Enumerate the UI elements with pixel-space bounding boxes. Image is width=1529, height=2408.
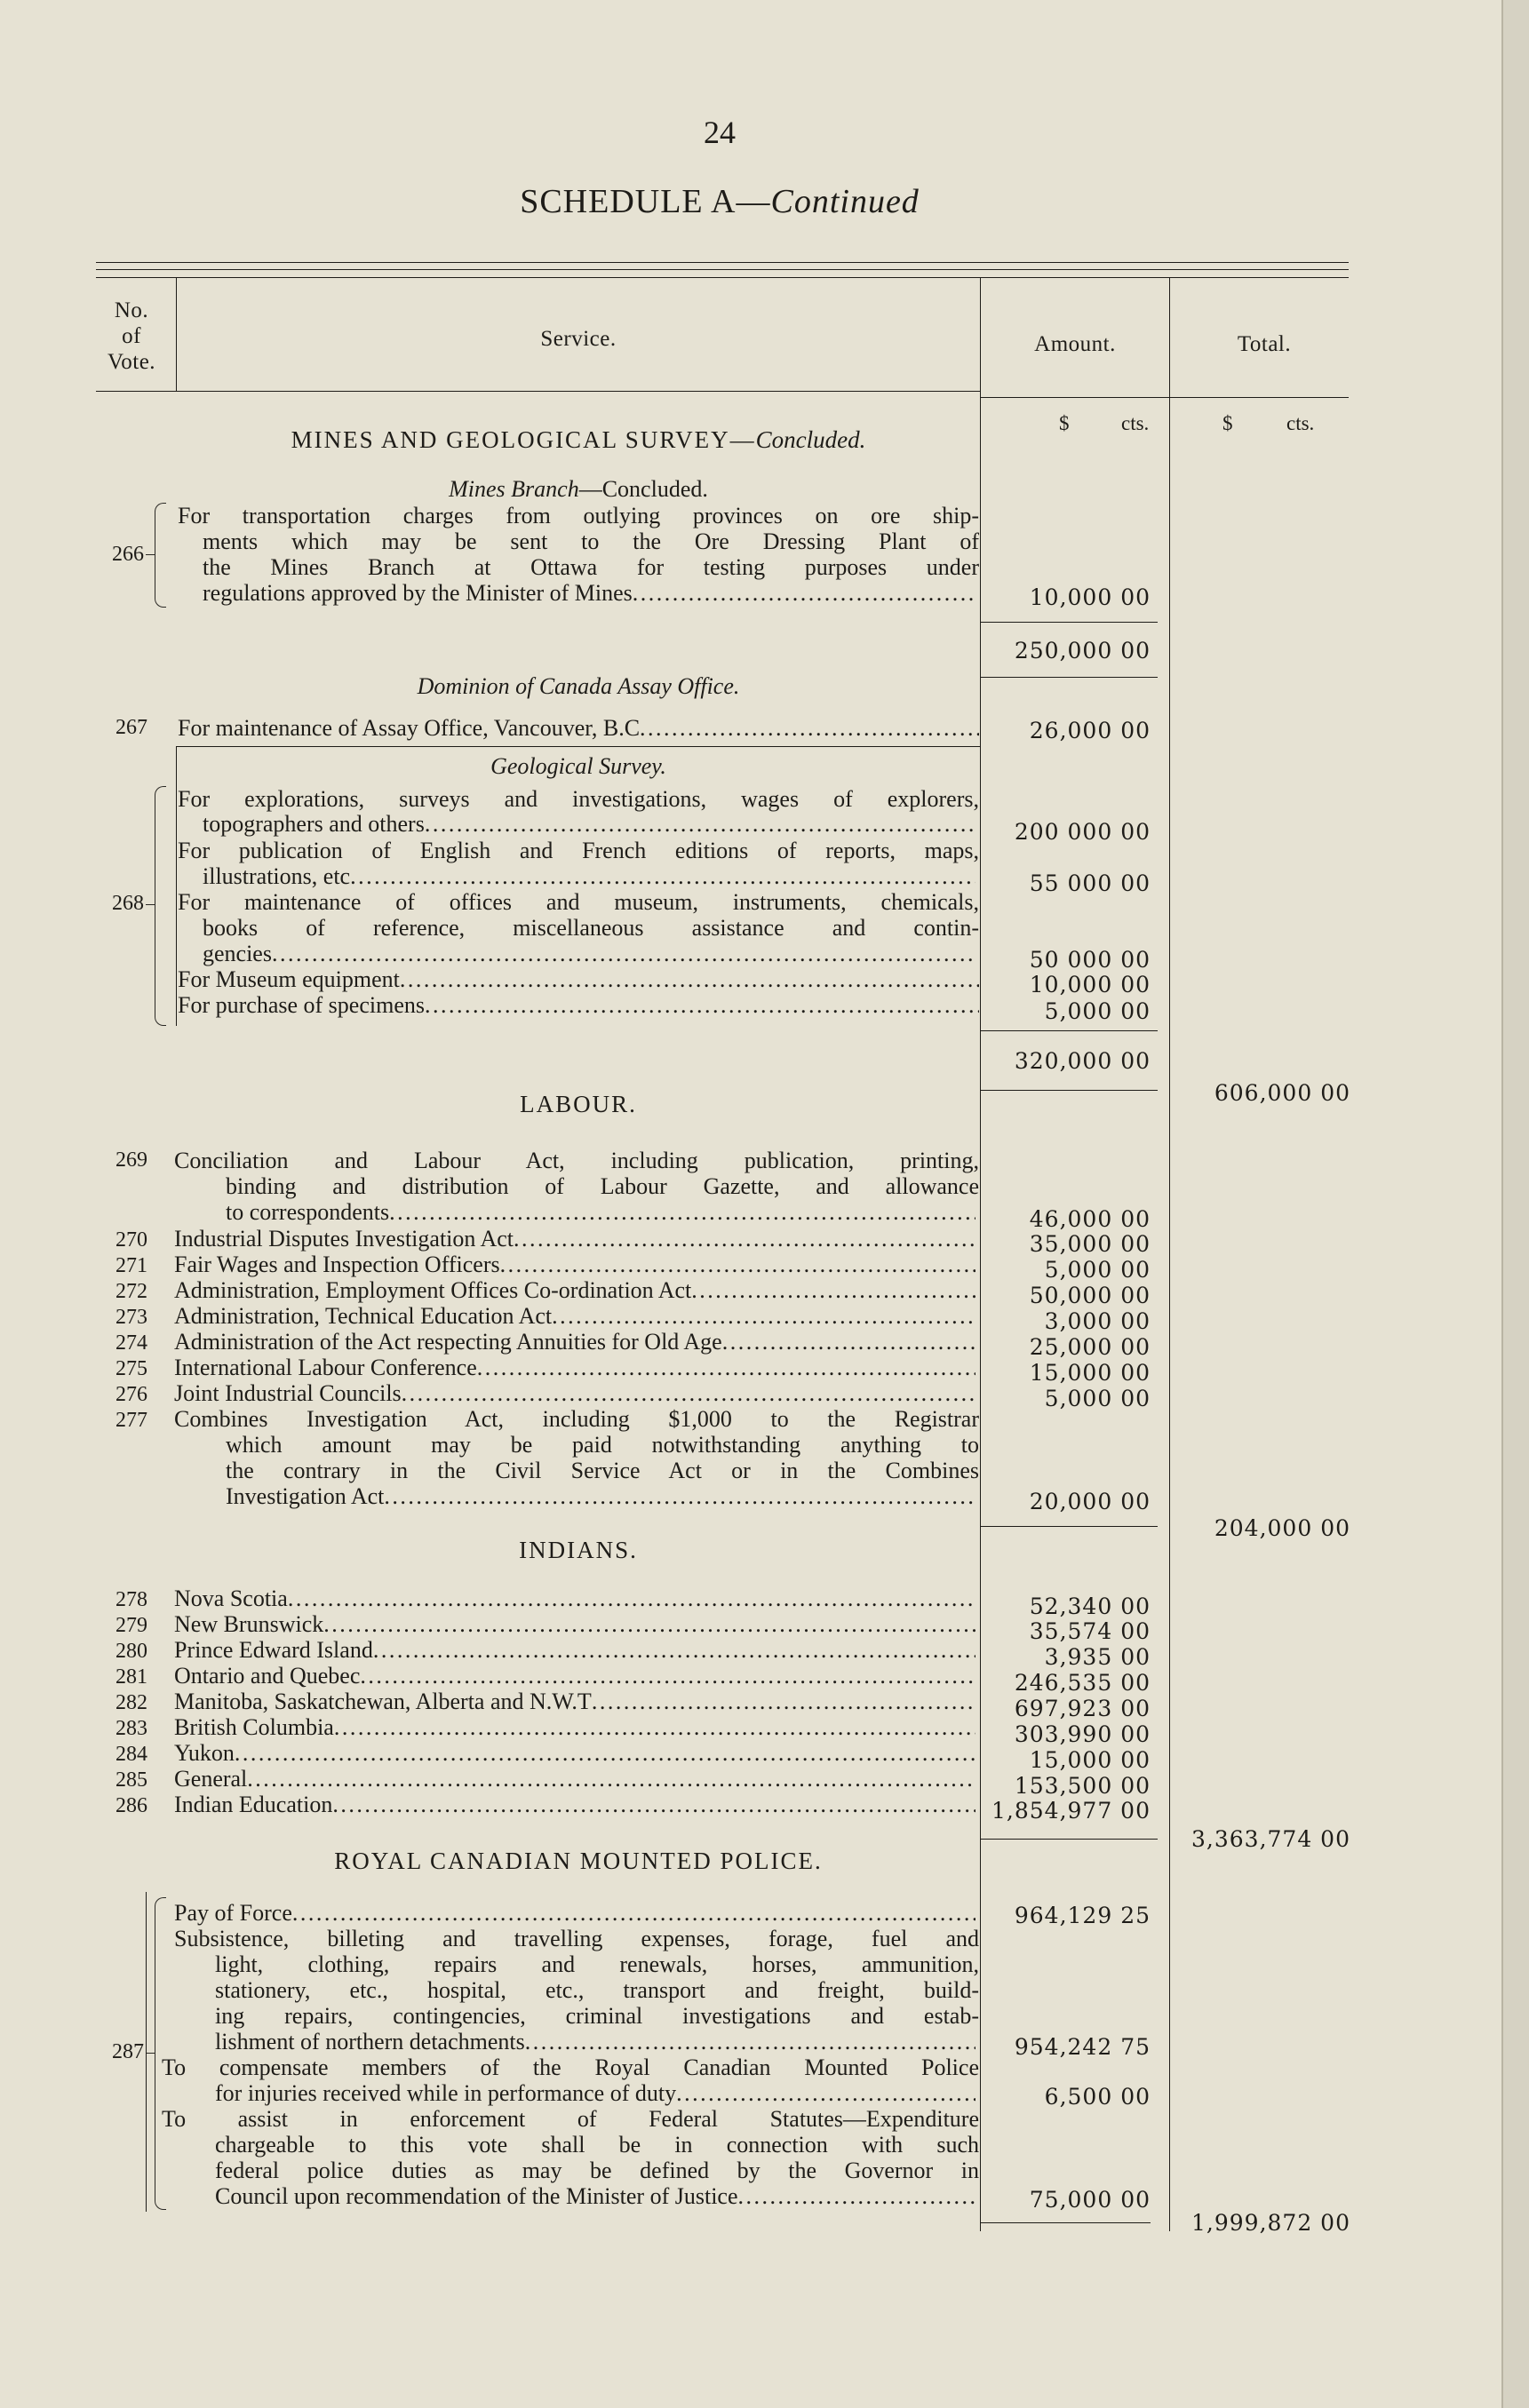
amount-cell: 5,000 00	[1044, 1257, 1151, 1283]
amount-cell: 25,000 00	[1029, 1334, 1151, 1360]
page-edge	[1501, 0, 1529, 2408]
dot-leader	[373, 1637, 976, 1663]
vote-number: 274	[115, 1331, 147, 1355]
title-main: SCHEDULE A—	[520, 183, 771, 220]
section-title-indians: INDIANS.	[519, 1537, 638, 1563]
dot-leader	[633, 580, 976, 606]
dot-leader	[425, 811, 976, 837]
top-rule-2	[96, 269, 1349, 270]
section-title-italic: Concluded.	[755, 426, 866, 453]
dot-leader	[514, 1226, 976, 1252]
vote-number: 271	[115, 1254, 147, 1277]
item-line-dotted	[226, 1199, 976, 1225]
dot-leader	[332, 1792, 976, 1817]
page-number: 24	[704, 115, 736, 150]
item-line-text: General	[174, 1766, 248, 1792]
subtotal-cell: 320,000 00	[1014, 1048, 1151, 1074]
section-title-mines	[178, 426, 979, 454]
item-line: For maintenance of offices and museum, instruments, chemicals,	[178, 889, 979, 915]
dot-leader	[738, 2183, 976, 2209]
amount-cell: 5,000 00	[1044, 998, 1151, 1024]
vote-number: 280	[115, 1640, 147, 1663]
vote-number: 270	[115, 1228, 147, 1252]
amount-cell: 15,000 00	[1029, 1360, 1151, 1386]
amount-cell: 55 000 00	[1029, 870, 1151, 896]
amount-cell: 153,500 00	[1014, 1773, 1151, 1799]
vote-number: 284	[115, 1743, 147, 1766]
amount-cell: 6,500 00	[1044, 2084, 1151, 2110]
dot-leader	[477, 1355, 976, 1380]
item-line-dotted	[178, 715, 979, 741]
item-line: which amount may be paid notwithstanding anything to	[226, 1432, 979, 1458]
dot-leader	[350, 863, 976, 889]
item-line-dotted	[174, 1792, 976, 1817]
dot-leader	[592, 1689, 976, 1714]
subtotal-rule	[980, 2222, 1151, 2223]
amount-cell: 200 000 00	[1014, 819, 1151, 845]
total-cell: 3,363,774 00	[1191, 1826, 1350, 1852]
item-line: For publication of English and French editions of reports, maps,	[178, 838, 979, 863]
total-cell: 606,000 00	[1214, 1080, 1350, 1106]
vote-number: 285	[115, 1768, 147, 1792]
item-line: books of reference, miscellaneous assistance and contin-	[203, 915, 979, 941]
header-rule-right	[980, 397, 1349, 398]
dot-leader	[691, 1277, 976, 1303]
vote-number: 278	[115, 1588, 147, 1611]
subtotal-rule	[980, 1030, 1158, 1031]
vote-number: 276	[115, 1383, 147, 1406]
vote-column-rule	[176, 746, 177, 1026]
header-vote-no	[89, 297, 174, 377]
item-line-text: British Columbia	[174, 1714, 334, 1740]
header-rule-left	[96, 391, 981, 392]
header-vote: Vote.	[107, 350, 156, 374]
item-line-text: International Labour Conference	[174, 1355, 477, 1380]
total-cents-label: cts.	[1286, 412, 1315, 434]
item-line-text: Administration, Technical Education Act	[174, 1303, 553, 1329]
header-amount: Amount.	[1034, 332, 1116, 356]
header-total: Total.	[1237, 332, 1292, 356]
item-line-text: Administration, Employment Offices Co-ordination Act	[174, 1277, 692, 1303]
item-line-text: Administration of the Act respecting Annuities for Old Age	[174, 1329, 722, 1355]
item-line: Subsistence, billeting and travelling expenses, forage, fuel and	[174, 1926, 979, 1951]
subtotal-rule	[980, 622, 1158, 623]
subtotal-rule	[980, 1526, 1158, 1527]
vote-number: 266	[112, 543, 144, 566]
amount-cell: 3,935 00	[1044, 1644, 1151, 1670]
subsection-geological: Geological Survey.	[490, 753, 666, 779]
subtotal-rule	[980, 677, 1158, 678]
dot-leader	[402, 1380, 976, 1406]
item-line-dotted	[174, 1303, 976, 1329]
amount-cell: 964,129 25	[1014, 1903, 1151, 1928]
item-line-dotted	[178, 966, 979, 992]
item-line-dotted	[178, 992, 979, 1018]
total-dollar-sign: $	[1222, 412, 1233, 434]
top-rule-1	[96, 262, 1349, 263]
dot-leader	[292, 1900, 976, 1926]
item-line: federal police duties as may be defined by the Governor in	[215, 2158, 979, 2183]
item-line-text: illustrations, etc	[203, 863, 351, 889]
top-rule-3	[96, 277, 1349, 278]
amount-cell: 20,000 00	[1029, 1489, 1151, 1514]
dot-leader	[500, 1252, 976, 1277]
item-line-dotted	[174, 1585, 976, 1611]
dot-leader	[334, 1714, 976, 1740]
item-line-dotted	[174, 1900, 976, 1926]
rcmp-inner-rule	[146, 1892, 147, 2212]
dot-leader	[272, 941, 976, 966]
item-line-text: Nova Scotia	[174, 1585, 288, 1611]
section-title-labour: LABOUR.	[520, 1091, 637, 1117]
section-title-rcmp: ROYAL CANADIAN MOUNTED POLICE.	[334, 1848, 823, 1874]
item-line-dotted	[174, 1226, 976, 1252]
item-line-dotted	[203, 941, 976, 966]
item-line-dotted	[174, 1637, 976, 1663]
item-line: ments which may be sent to the Ore Dressing Plant of	[203, 528, 979, 554]
vote-number: 268	[112, 892, 144, 915]
amount-cell: 10,000 00	[1029, 972, 1151, 997]
dot-leader	[384, 1483, 976, 1509]
subtotal-rule	[980, 1090, 1158, 1091]
item-line-text: Manitoba, Saskatchewan, Alberta and N.W.T	[174, 1689, 592, 1714]
item-line-dotted	[174, 1252, 976, 1277]
amount-cell: 35,000 00	[1029, 1231, 1151, 1257]
item-line-dotted	[174, 1766, 976, 1792]
item-line: For explorations, surveys and investigations, wages of explorers,	[178, 786, 979, 812]
column-rule-amount	[1169, 277, 1170, 2231]
item-line: To compensate members of the Royal Canadian Mounted Police	[162, 2054, 979, 2080]
vote-number: 267	[115, 716, 147, 739]
item-line-text: For Museum equipment	[178, 966, 400, 992]
amount-cell: 50,000 00	[1029, 1283, 1151, 1308]
subsection-title: Mines Branch	[449, 476, 579, 502]
item-line-text: Joint Industrial Councils	[174, 1380, 402, 1406]
item-line-dotted	[174, 1714, 976, 1740]
item-line-dotted	[226, 1483, 976, 1509]
item-line-dotted	[174, 1740, 976, 1766]
item-line-text: Yukon	[174, 1740, 235, 1766]
vote-rule	[176, 746, 981, 747]
header-service: Service.	[540, 327, 617, 351]
item-line-text: Industrial Disputes Investigation Act	[174, 1226, 514, 1252]
subtotal-rule	[980, 1839, 1158, 1840]
item-line-text: New Brunswick	[174, 1611, 324, 1637]
item-line-text: lishment of northern detachments	[215, 2029, 525, 2054]
item-line-text: gencies	[203, 941, 272, 966]
item-line-text: For purchase of specimens	[178, 992, 425, 1018]
column-rule-service	[980, 277, 981, 2231]
subtotal-cell: 250,000 00	[1014, 638, 1151, 664]
item-line: the Mines Branch at Ottawa for testing purposes under	[203, 554, 979, 580]
item-line-dotted	[203, 863, 976, 889]
brace-tip-266	[146, 554, 155, 555]
dot-leader	[360, 1663, 976, 1689]
subsection-assay: Dominion of Canada Assay Office.	[417, 673, 740, 699]
item-line: Combines Investigation Act, including $1,000 to the Registrar	[174, 1406, 979, 1432]
header-no: No.	[114, 298, 149, 322]
subsection-suffix: —Concluded.	[578, 476, 708, 502]
title-italic: Continued	[770, 183, 920, 220]
amount-cell: 303,990 00	[1014, 1721, 1151, 1747]
dot-leader	[235, 1740, 976, 1766]
amount-dollar-sign: $	[1059, 412, 1070, 434]
amount-cell: 5,000 00	[1044, 1386, 1151, 1411]
amount-cell: 50 000 00	[1029, 947, 1151, 973]
item-line-dotted	[174, 1689, 976, 1714]
item-line-text: regulations approved by the Minister of Mines	[203, 580, 633, 606]
subsection-mines-branch	[178, 476, 979, 503]
dot-leader	[640, 715, 979, 741]
amount-cell: 52,340 00	[1029, 1593, 1151, 1619]
item-line-text: Ontario and Quebec	[174, 1663, 361, 1689]
vote-number: 279	[115, 1614, 147, 1637]
amount-cell: 1,854,977 00	[991, 1798, 1151, 1824]
item-line: ing repairs, contingencies, criminal investigations and estab-	[215, 2003, 979, 2029]
dot-leader	[722, 1329, 976, 1355]
item-line: To assist in enforcement of Federal Statutes—Expenditure	[162, 2106, 979, 2132]
vote-number: 282	[115, 1691, 147, 1714]
brace-268	[155, 786, 166, 1026]
item-line-text: Indian Education	[174, 1792, 333, 1817]
item-line-dotted	[203, 580, 976, 606]
item-line-dotted	[215, 2183, 976, 2209]
vote-number: 269	[115, 1148, 147, 1172]
item-line: binding and distribution of Labour Gazette, and allowance	[226, 1173, 979, 1199]
item-line-dotted	[174, 1611, 976, 1637]
item-line: chargeable to this vote shall be in connection with such	[215, 2132, 979, 2158]
dot-leader	[323, 1611, 976, 1637]
vote-number: 283	[115, 1717, 147, 1740]
total-cell: 1,999,872 00	[1191, 2210, 1350, 2236]
brace-tip-268	[146, 904, 155, 905]
amount-cell: 3,000 00	[1044, 1308, 1151, 1334]
item-line-dotted	[174, 1277, 976, 1303]
vote-number: 287	[112, 2040, 144, 2063]
dot-leader	[525, 2029, 976, 2054]
item-line: stationery, etc., hospital, etc., transport and freight, build-	[215, 1977, 979, 2003]
dot-leader	[400, 966, 979, 992]
amount-cell: 15,000 00	[1029, 1747, 1151, 1773]
amount-cell: 697,923 00	[1014, 1696, 1151, 1721]
item-line-text: to correspondents	[226, 1199, 390, 1225]
item-line-dotted	[203, 811, 976, 837]
item-line-text: topographers and others	[203, 811, 425, 837]
brace-266	[155, 503, 166, 608]
dot-leader	[676, 2080, 976, 2106]
amount-cell: 246,535 00	[1014, 1670, 1151, 1696]
vote-number: 286	[115, 1794, 147, 1817]
item-line-dotted	[174, 1380, 976, 1406]
item-line-dotted	[174, 1355, 976, 1380]
header-of: of	[122, 324, 141, 348]
dot-leader	[288, 1585, 976, 1611]
section-title-text: MINES AND GEOLOGICAL SURVEY—	[291, 426, 756, 453]
item-line-text: Council upon recommendation of the Minister of Justice	[215, 2183, 738, 2209]
dot-leader	[425, 992, 979, 1018]
amount-cell: 46,000 00	[1029, 1206, 1151, 1232]
item-line-dotted	[215, 2029, 976, 2054]
amount-cell: 10,000 00	[1029, 584, 1151, 610]
item-line-dotted	[174, 1329, 976, 1355]
vote-number: 272	[115, 1280, 147, 1303]
vote-number: 277	[115, 1409, 147, 1432]
item-line: Conciliation and Labour Act, including publication, printing,	[174, 1148, 979, 1173]
item-line: light, clothing, repairs and renewals, horses, ammunition,	[215, 1951, 979, 1977]
amount-cell: 26,000 00	[1029, 718, 1151, 743]
page-title	[0, 182, 1439, 221]
vote-number: 275	[115, 1357, 147, 1380]
vote-number: 273	[115, 1306, 147, 1329]
total-cell: 204,000 00	[1214, 1515, 1350, 1541]
column-rule-vote	[176, 277, 177, 391]
item-line-text: Investigation Act	[226, 1483, 385, 1509]
item-line-dotted	[174, 1663, 976, 1689]
amount-cents-label: cts.	[1121, 412, 1150, 434]
vote-number: 281	[115, 1665, 147, 1689]
item-line: the contrary in the Civil Service Act or in the Combines	[226, 1458, 979, 1483]
brace-287	[155, 1897, 166, 2210]
amount-cell: 75,000 00	[1029, 2187, 1151, 2213]
item-line-dotted	[215, 2080, 976, 2106]
amount-cell: 35,574 00	[1029, 1618, 1151, 1644]
amount-cell: 954,242 75	[1014, 2034, 1151, 2060]
dot-leader	[389, 1199, 976, 1225]
dot-leader	[552, 1303, 976, 1329]
item-line-text: For maintenance of Assay Office, Vancouver, B.C	[178, 715, 641, 741]
brace-tip-287	[146, 2053, 155, 2054]
item-line-text: Fair Wages and Inspection Officers	[174, 1252, 500, 1277]
item-line-text: for injuries received while in performance of duty	[215, 2080, 677, 2106]
dot-leader	[247, 1766, 976, 1792]
item-line-text: Prince Edward Island	[174, 1637, 373, 1663]
item-line: For transportation charges from outlying provinces on ore ship-	[178, 503, 979, 528]
item-line-text: Pay of Force	[174, 1900, 292, 1926]
